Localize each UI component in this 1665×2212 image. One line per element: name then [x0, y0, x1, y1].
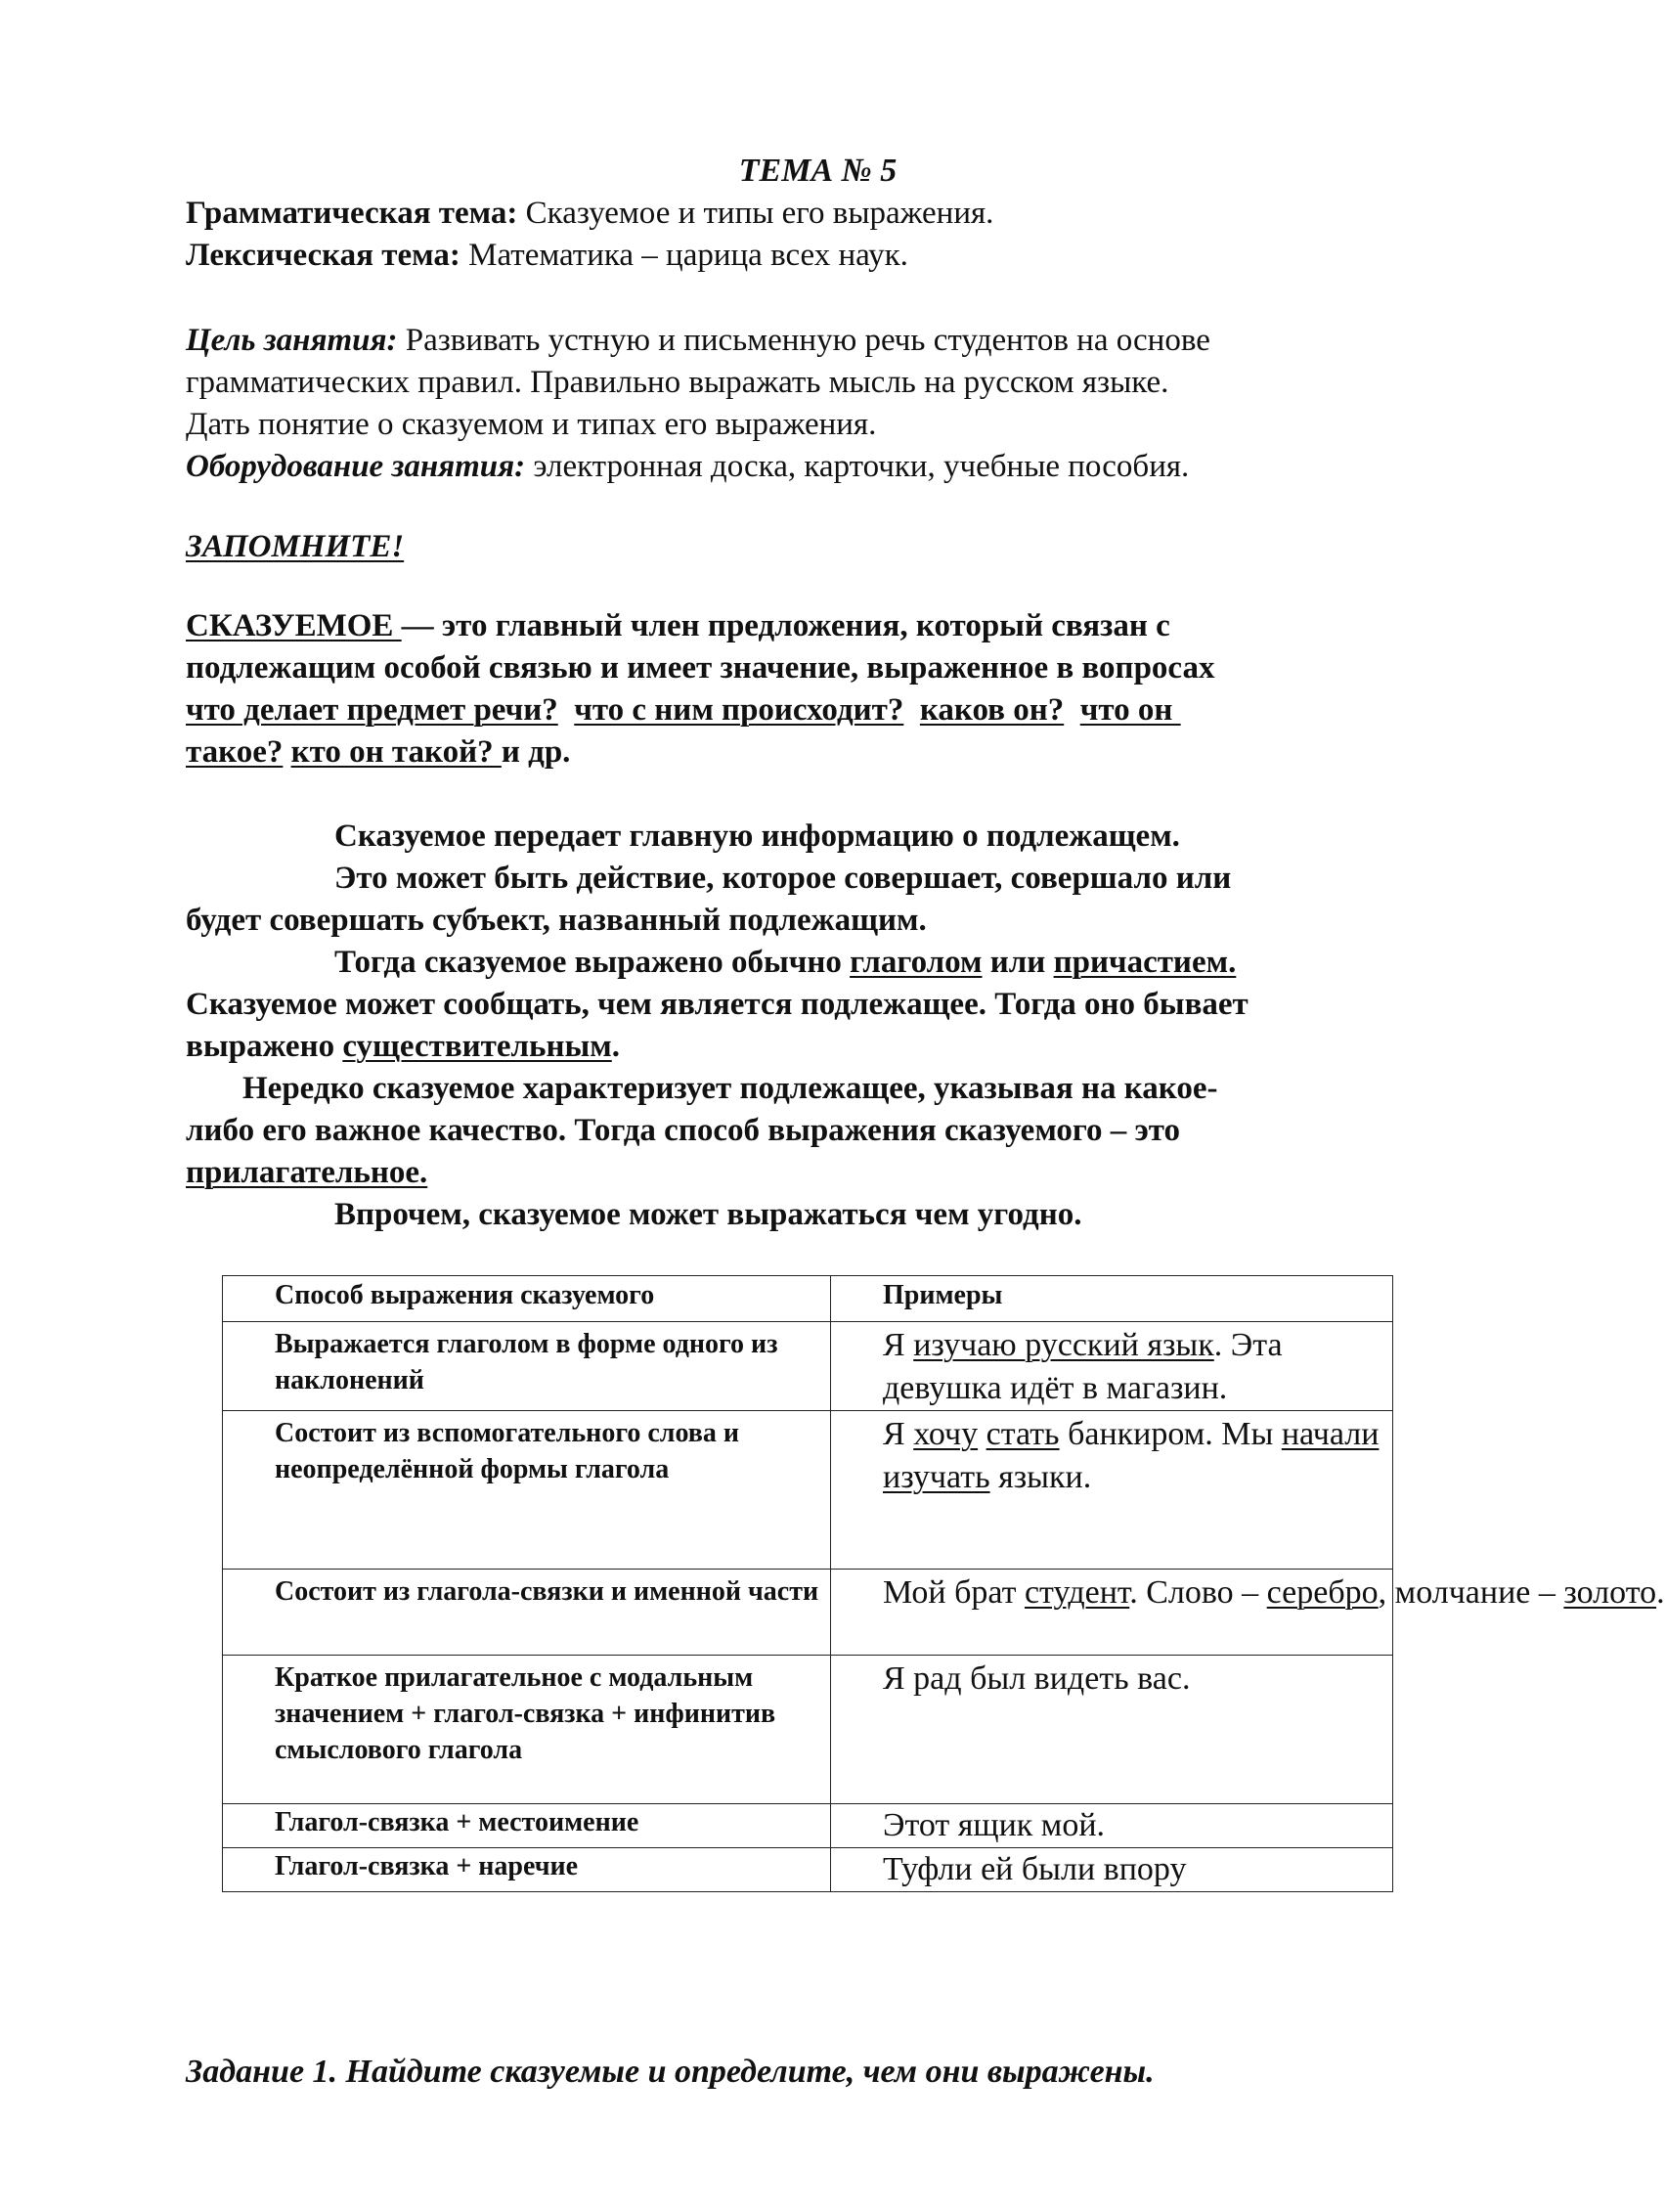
question-2: что с ним происходит?: [574, 692, 904, 728]
explanation-line-10: Впрочем, сказуемое может выражаться чем угодно.: [334, 1197, 1082, 1232]
example-text: Я: [883, 1327, 914, 1363]
topic-title: ТЕМА № 5: [738, 153, 898, 189]
table-header-examples: Примеры: [831, 1276, 1393, 1322]
grammar-topic-line: [186, 192, 993, 235]
question-1: что делает предмет речи?: [186, 692, 558, 728]
table-cell-example: Этот ящик мой.: [831, 1804, 1393, 1848]
definition-line-2: подлежащим особой связью и имеет значение, выраженное в вопросах: [186, 650, 1215, 686]
explanation-line-8: либо его важное качество. Тогда способ выражения сказуемого – это: [186, 1113, 1181, 1148]
goal-line-3: Дать понятие о сказуемом и типах его выражения.: [186, 407, 877, 442]
explanation-line-4: [334, 941, 1236, 984]
equipment-line: [186, 445, 1189, 488]
definition-tail: и др.: [501, 734, 571, 770]
keyword-adjective: прилагательное.: [186, 1155, 428, 1190]
question-5: кто он такой?: [290, 734, 502, 770]
explanation-text: или: [982, 945, 1054, 980]
table-cell-method: Глагол-связка + наречие: [223, 1848, 831, 1892]
task-heading: Задание 1. Найдите сказуемые и определите, чем они выражены.: [186, 2054, 1155, 2090]
table-row: [223, 1411, 1393, 1570]
explanation-text: .: [611, 1029, 620, 1064]
question-3: каков он?: [919, 692, 1065, 728]
table-cell-example: [831, 1570, 1665, 1656]
table-row: [223, 1656, 1393, 1804]
table-row: [223, 1848, 1393, 1892]
definition-line-4: [186, 730, 570, 774]
example-predicate: студент: [1024, 1574, 1130, 1611]
table-row: [223, 1322, 1393, 1411]
example-text: .: [1656, 1574, 1665, 1611]
explanation-line-1: Сказуемое передает главную информацию о подлежащем.: [334, 818, 1180, 854]
spacer: [1064, 692, 1080, 728]
definition-line-3: [186, 688, 1181, 731]
equipment-label: Оборудование занятия:: [186, 449, 526, 484]
definition-term: СКАЗУЕМОЕ: [186, 608, 402, 643]
goal-line-2: грамматических правил. Правильно выражать мысль на русском языке.: [186, 365, 1169, 400]
example-text: . Слово –: [1129, 1574, 1267, 1611]
example-predicate: хочу: [913, 1416, 979, 1452]
table-cell-method: Краткое прилагательное с модальным значением + глагол-связка + инфинитив смыслового глагола: [223, 1656, 831, 1804]
table-cell-example: Я рад был видеть вас.: [831, 1656, 1393, 1804]
example-text: Я: [883, 1416, 914, 1452]
example-text: . Эта девушка идёт в магазин.: [883, 1327, 1283, 1406]
example-predicate: золото: [1563, 1574, 1657, 1611]
example-text: [978, 1416, 986, 1452]
table-header-method: Способ выражения сказуемого: [223, 1276, 831, 1322]
explanation-text: выражено: [186, 1029, 343, 1064]
keyword-participle: причастием.: [1053, 945, 1237, 980]
equipment-value: электронная доска, карточки, учебные пособия.: [525, 449, 1190, 484]
spacer: [558, 692, 575, 728]
table-row: [223, 1804, 1393, 1848]
keyword-verb: глаголом: [850, 945, 983, 980]
example-text: , молчание –: [1378, 1574, 1564, 1611]
spacer: [903, 692, 920, 728]
example-predicate: стать: [986, 1416, 1060, 1452]
remember-heading: ЗАПОМНИТЕ!: [186, 529, 405, 564]
table-cell-method: Выражается глаголом в форме одного из наклонений: [223, 1322, 831, 1411]
table-cell-example: Туфли ей были впору: [831, 1848, 1393, 1892]
lexical-topic-label: Лексическая тема:: [186, 238, 460, 273]
table-cell-method: Состоит из глагола-связки и именной части: [223, 1570, 831, 1656]
example-text: языки.: [989, 1459, 1092, 1495]
goal-text-1: Развивать устную и письменную речь студентов на основе: [397, 323, 1210, 358]
grammar-topic-value: Сказуемое и типы его выражения.: [517, 196, 994, 231]
goal-line-1: [186, 319, 1210, 362]
explanation-line-2: Это может быть действие, которое совершает, совершало или: [334, 861, 1232, 896]
spacer: [283, 734, 290, 770]
lexical-topic-value: Математика – царица всех наук.: [460, 238, 908, 273]
grammar-topic-label: Грамматическая тема:: [186, 196, 518, 231]
explanation-line-5: Сказуемое может сообщать, чем является подлежащее. Тогда оно бывает: [186, 987, 1249, 1022]
table-cell-method: Состоит из вспомогательного слова и неопределённой формы глагола: [223, 1411, 831, 1570]
explanation-line-7: Нередко сказуемое характеризует подлежащее, указывая на какое-: [242, 1071, 1218, 1106]
example-predicate: изучаю русский язык: [913, 1327, 1214, 1363]
question-4-part-b: такое?: [186, 734, 284, 770]
table-cell-example: [831, 1322, 1393, 1411]
predicate-types-table: [222, 1275, 1665, 1892]
table-header-row: [223, 1276, 1393, 1322]
keyword-noun: существительным: [342, 1029, 612, 1064]
definition-text-1: — это главный член предложения, который связан с: [401, 608, 1170, 643]
explanation-line-6: [186, 1025, 620, 1068]
question-4-part-a: что он: [1079, 692, 1181, 728]
example-predicate: начали изучать: [883, 1416, 1380, 1495]
explanation-text: Тогда сказуемое выражено обычно: [334, 945, 851, 980]
goal-label: Цель занятия:: [186, 323, 398, 358]
example-text: банкиром. Мы: [1059, 1416, 1282, 1452]
table-cell-example: [831, 1411, 1393, 1570]
definition-line-1: [186, 604, 1170, 647]
table-row: [223, 1570, 1393, 1656]
example-predicate: серебро: [1266, 1574, 1379, 1611]
lexical-topic-line: [186, 234, 908, 277]
explanation-line-3: будет совершать субъект, названный подлежащим.: [186, 903, 927, 938]
table-cell-method: Глагол-связка + местоимение: [223, 1804, 831, 1848]
example-text: Мой брат: [883, 1574, 1025, 1611]
